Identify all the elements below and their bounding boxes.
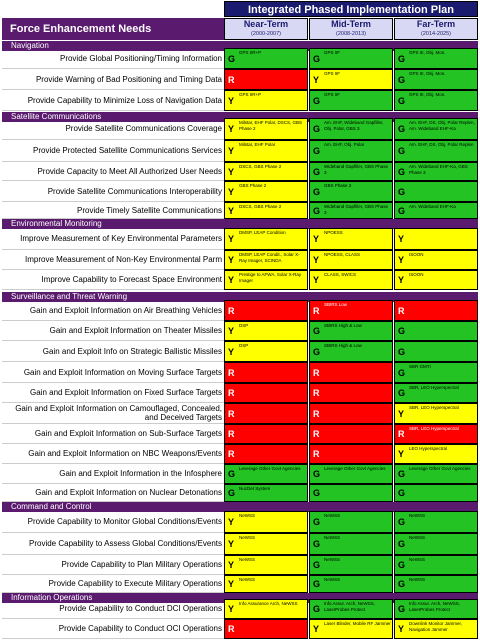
rating-letter: Y <box>228 186 235 197</box>
need-row <box>2 181 478 202</box>
rating-letter: Y <box>228 579 235 589</box>
mid-term-cell <box>309 140 393 162</box>
system-note: Laser Blinder, Mobile RF Jammer <box>324 621 391 626</box>
rating-letter: R <box>228 449 235 459</box>
far-term-cell <box>394 403 478 424</box>
system-note: Milstar, EHF Polar <box>239 142 276 147</box>
rating-letter: Y <box>313 255 320 265</box>
rating-letter: Y <box>228 146 235 156</box>
near-term-cell <box>224 270 308 290</box>
need-label: Provide Capability to Minimize Loss of Navigation Data <box>2 90 224 111</box>
system-note: NeWSS <box>239 535 256 540</box>
need-row <box>2 575 478 593</box>
rating-letter: G <box>398 517 406 527</box>
system-note: Am. Wideband EHF-Ka, GBS Phase 3 <box>409 164 468 175</box>
rating-letter: Y <box>228 560 235 570</box>
system-note: DMSP, LEAP Condition <box>239 230 286 235</box>
mid-term-cell <box>309 383 393 403</box>
system-note: SBR, LEO Hyperspectral <box>409 405 459 410</box>
rating-letter: G <box>228 469 236 479</box>
need-row <box>2 619 478 639</box>
system-note: NPOESS, CLASS <box>324 252 361 257</box>
rating-letter: G <box>398 146 406 156</box>
system-note: Downlink Monitor Jammer, Navigation Jammer <box>409 621 463 632</box>
rating-letter: G <box>398 326 406 336</box>
system-note: SBIRS High & Low <box>324 343 362 348</box>
rating-letter: Y <box>398 255 405 265</box>
need-label: Gain and Exploit Information on NBC Weapons/Events <box>2 444 224 464</box>
rating-letter: Y <box>228 326 235 336</box>
far-term-cell <box>394 619 478 639</box>
far-term-cell <box>394 599 478 619</box>
plan-banner: Integrated Phased Implementation Plan <box>224 1 478 17</box>
need-label: Provide Capability to Plan Military Operations <box>2 555 224 575</box>
rating-letter: G <box>398 560 406 570</box>
need-label: Provide Capability to Monitor Global Conditions/Events <box>2 511 224 533</box>
rating-letter: G <box>313 517 321 527</box>
rating-letter: G <box>313 579 321 589</box>
rating-letter: Y <box>228 124 235 134</box>
rating-letter: G <box>313 53 321 64</box>
system-note: Leverage Other Govt Agencies <box>324 466 386 471</box>
far-term-cell <box>394 575 478 593</box>
system-note: GPS IIR+P <box>239 92 262 97</box>
need-label: Improve Measurement of Non-Key Environmental Parm <box>2 250 224 270</box>
system-note: NeWSS <box>324 577 341 582</box>
need-row <box>2 484 478 502</box>
rating-letter: G <box>398 346 406 357</box>
system-note: NPOESS <box>324 230 343 235</box>
need-row <box>2 341 478 362</box>
rating-letter: G <box>398 604 406 614</box>
rating-letter: G <box>398 539 406 549</box>
rating-letter: G <box>228 53 236 64</box>
need-row <box>2 162 478 181</box>
need-row <box>2 599 478 619</box>
near-term-cell <box>224 484 308 502</box>
need-row <box>2 383 478 403</box>
system-note: LEO Hyperspectral <box>409 446 448 451</box>
need-row <box>2 533 478 555</box>
rating-letter: R <box>228 305 235 316</box>
rating-letter: G <box>398 367 406 378</box>
system-note: DSCS, GBS Phase 2 <box>239 204 282 209</box>
need-label: Gain and Exploit Information on Theater Missiles <box>2 321 224 341</box>
rating-letter: R <box>313 367 320 378</box>
far-term-cell <box>394 69 478 90</box>
rating-letter: R <box>228 388 235 398</box>
need-label: Gain and Exploit Info on Strategic Ballistic Missiles <box>2 341 224 362</box>
mid-term-cell <box>309 162 393 181</box>
mid-term-cell <box>309 533 393 555</box>
near-term-cell <box>224 181 308 202</box>
rating-letter: R <box>313 429 320 439</box>
far-term-cell <box>394 424 478 444</box>
rating-letter: Y <box>398 275 405 285</box>
system-note: NeWSS <box>409 535 426 540</box>
mid-term-cell <box>309 341 393 362</box>
rating-letter: G <box>313 604 321 614</box>
system-note: CLASS, SWICS <box>324 272 357 277</box>
rating-letter: G <box>398 388 406 398</box>
rating-letter: Y <box>228 95 235 106</box>
rating-letter: R <box>228 74 235 85</box>
need-row <box>2 90 478 111</box>
mid-term-cell <box>309 90 393 111</box>
rating-letter: G <box>398 469 406 479</box>
far-term-cell <box>394 444 478 464</box>
system-note: Wideband Gapfiller, GBS Phase 3 <box>324 204 389 215</box>
term-far-years: (2014-2025) <box>421 31 451 37</box>
need-label: Provide Capacity to Meet All Authorized User Needs <box>2 162 224 181</box>
term-far-header <box>394 18 478 40</box>
need-label: Provide Capability to Assess Global Conditions/Events <box>2 533 224 555</box>
mid-term-cell <box>309 118 393 140</box>
system-note: NucDet System <box>239 486 271 491</box>
near-term-cell <box>224 228 308 250</box>
need-label: Gain and Exploit Information on Camouflaged, Concealed, and Deceived Targets <box>2 403 224 424</box>
term-mid-label: Mid-Term <box>331 19 371 29</box>
system-note: DMSP, LEAP Condit., Solar X-Ray Imager, SCINDA <box>239 252 300 263</box>
rating-letter: G <box>398 579 406 589</box>
far-term-cell <box>394 162 478 181</box>
need-row <box>2 140 478 162</box>
system-note: SBR GMTI <box>409 364 431 369</box>
rating-letter: Y <box>228 604 235 614</box>
mid-term-cell <box>309 69 393 90</box>
rating-letter: Y <box>398 408 405 419</box>
rating-letter: R <box>228 408 235 419</box>
system-note: ISOON <box>409 272 424 277</box>
near-term-cell <box>224 48 308 69</box>
need-label: Provide Protected Satellite Communications Services <box>2 140 224 162</box>
mid-term-cell <box>309 555 393 575</box>
rating-letter: R <box>313 388 320 398</box>
system-note: Leverage Other Govt Agencies <box>409 466 471 471</box>
far-term-cell <box>394 118 478 140</box>
near-term-cell <box>224 321 308 341</box>
far-term-cell <box>394 202 478 219</box>
system-note: SBR, LEO Hyperspectral <box>409 385 459 390</box>
system-note: NeWSS <box>239 577 256 582</box>
system-note: GPS III, Obj. Mon. <box>409 50 446 55</box>
rating-letter: Y <box>228 346 235 357</box>
rating-letter: R <box>313 449 320 459</box>
rating-letter: G <box>398 95 406 106</box>
mid-term-cell <box>309 270 393 290</box>
rating-letter: Y <box>228 539 235 549</box>
need-label: Gain and Exploit Information on Moving Surface Targets <box>2 362 224 383</box>
rating-letter: G <box>313 166 321 177</box>
rating-letter: G <box>313 205 321 216</box>
need-label: Provide Capability to Conduct DCI Operations <box>2 599 224 619</box>
system-note: Am. EHF, DS, Obj. Polar Replen, Am. Wideband EHF-Ka <box>409 120 475 131</box>
need-label: Provide Satellite Communications Coverage <box>2 118 224 140</box>
need-row <box>2 228 478 250</box>
system-note: Milstar, EHF Polar, DSCS, GBS Phase 2 <box>239 120 303 131</box>
far-term-cell <box>394 362 478 383</box>
rating-letter: Y <box>313 624 320 634</box>
far-term-cell <box>394 300 478 321</box>
need-label: Provide Global Positioning/Timing Information <box>2 48 224 69</box>
need-label: Gain and Exploit Information on Sub-Surface Targets <box>2 424 224 444</box>
far-term-cell <box>394 533 478 555</box>
rating-letter: Y <box>398 449 405 459</box>
near-term-cell <box>224 300 308 321</box>
section-header: Satellite Communications <box>2 112 478 122</box>
rating-letter: G <box>398 186 406 197</box>
system-note: GPS IIF <box>324 71 341 76</box>
far-term-cell <box>394 181 478 202</box>
term-far-label: Far-Term <box>416 19 456 29</box>
mid-term-cell <box>309 48 393 69</box>
need-label: Gain and Exploit Information on Nuclear Detonations <box>2 484 224 502</box>
far-term-cell <box>394 464 478 484</box>
need-row <box>2 69 478 90</box>
need-row <box>2 270 478 290</box>
mid-term-cell <box>309 362 393 383</box>
mid-term-cell <box>309 619 393 639</box>
near-term-cell <box>224 383 308 403</box>
need-row <box>2 300 478 321</box>
rating-letter: R <box>313 305 320 316</box>
rating-letter: R <box>398 305 405 316</box>
rating-letter: G <box>313 186 321 197</box>
system-note: NeWSS <box>409 557 426 562</box>
near-term-cell <box>224 341 308 362</box>
far-term-cell <box>394 341 478 362</box>
need-row <box>2 424 478 444</box>
system-note: DSP <box>239 323 249 328</box>
far-term-cell <box>394 90 478 111</box>
far-term-cell <box>394 321 478 341</box>
section-header: Environmental Monitoring <box>2 219 478 229</box>
system-note: GPS IIF <box>324 50 341 55</box>
system-note: DSP <box>239 343 249 348</box>
need-row <box>2 48 478 69</box>
rating-letter: Y <box>228 275 235 285</box>
need-row <box>2 202 478 219</box>
rating-letter: G <box>313 539 321 549</box>
need-row <box>2 321 478 341</box>
mid-term-cell <box>309 464 393 484</box>
system-note: GPS IIF <box>324 92 341 97</box>
section-header: Surveillance and Threat Warning <box>2 292 478 302</box>
system-note: GPS III, Obj. Mon. <box>409 92 446 97</box>
rating-letter: Y <box>228 234 235 244</box>
system-note: SBIRS High & Low <box>324 323 362 328</box>
system-note: Info Assur. Arch, NeWSS, LaserProbes Protect <box>409 601 461 612</box>
system-note: Am. EHF, Obj. Polar <box>324 142 365 147</box>
rating-letter: R <box>228 624 235 634</box>
rating-letter: G <box>398 205 406 216</box>
near-term-cell <box>224 511 308 533</box>
need-row <box>2 118 478 140</box>
mid-term-cell <box>309 228 393 250</box>
mid-term-cell <box>309 511 393 533</box>
system-note: NeWSS <box>409 513 426 518</box>
needs-header: Force Enhancement Needs <box>2 18 224 40</box>
near-term-cell <box>224 403 308 424</box>
rating-letter: Y <box>313 74 320 85</box>
rating-letter: G <box>398 53 406 64</box>
rating-letter: G <box>313 346 321 357</box>
need-label: Gain and Exploit Information on Air Breathing Vehicles <box>2 300 224 321</box>
system-note: Info Assur. Arch, NeWSS, LaserProbes Protect <box>324 601 376 612</box>
term-near-label: Near-Term <box>243 19 289 29</box>
near-term-cell <box>224 464 308 484</box>
system-note: Prestige to AFWA, Solar X-Ray Imager <box>239 272 302 283</box>
system-note: Info Assurance Arch, NeWSS <box>239 601 298 606</box>
term-near-header <box>224 18 308 40</box>
near-term-cell <box>224 599 308 619</box>
mid-term-cell <box>309 599 393 619</box>
near-term-cell <box>224 444 308 464</box>
need-row <box>2 464 478 484</box>
rating-letter: Y <box>228 517 235 527</box>
rating-letter: G <box>313 469 321 479</box>
need-row <box>2 362 478 383</box>
mid-term-cell <box>309 321 393 341</box>
need-label: Improve Measurement of Key Environmental Parameters <box>2 228 224 250</box>
system-note: Leverage Other Govt Agencies <box>239 466 301 471</box>
near-term-cell <box>224 575 308 593</box>
need-label: Provide Timely Satellite Communications <box>2 202 224 219</box>
near-term-cell <box>224 202 308 219</box>
rating-letter: G <box>398 124 406 134</box>
need-label: Provide Warning of Bad Positioning and Timing Data <box>2 69 224 90</box>
system-note: NeWSS <box>239 557 256 562</box>
need-label: Provide Satellite Communications Interoperability <box>2 181 224 202</box>
system-note: SBR, LEO Hyperspectral <box>409 426 459 431</box>
near-term-cell <box>224 140 308 162</box>
mid-term-cell <box>309 181 393 202</box>
section-header: Information Operations <box>2 593 478 603</box>
term-near-years: (2000-2007) <box>251 31 281 37</box>
need-row <box>2 250 478 270</box>
rating-letter: Y <box>398 234 405 244</box>
rating-letter: G <box>313 488 321 498</box>
rating-letter: G <box>313 560 321 570</box>
near-term-cell <box>224 118 308 140</box>
rating-letter: G <box>398 166 406 177</box>
system-note: Am. Wideband EHF-Ka <box>409 204 456 209</box>
need-row <box>2 403 478 424</box>
near-term-cell <box>224 619 308 639</box>
system-note: NeWSS <box>409 577 426 582</box>
mid-term-cell <box>309 250 393 270</box>
far-term-cell <box>394 48 478 69</box>
system-note: GPS III, Obj. Mon. <box>409 71 446 76</box>
need-label: Provide Capability to Execute Military Operations <box>2 575 224 593</box>
mid-term-cell <box>309 424 393 444</box>
need-label: Gain and Exploit Information in the Infosphere <box>2 464 224 484</box>
system-note: NeWSS <box>324 535 341 540</box>
rating-letter: R <box>228 367 235 378</box>
rating-letter: G <box>313 95 321 106</box>
system-note: NeWSS <box>324 557 341 562</box>
rating-letter: R <box>398 429 405 439</box>
system-note: Am. EHF, Wideband Gapfiller, Obj. Polar, GBS 3 <box>324 120 384 131</box>
section-header: Command and Control <box>2 502 478 512</box>
system-note: GBS Phase 3 <box>324 183 352 188</box>
system-note: GBS Phase 2 <box>239 183 267 188</box>
near-term-cell <box>224 250 308 270</box>
near-term-cell <box>224 424 308 444</box>
mid-term-cell <box>309 300 393 321</box>
system-note: Am. EHF, DS, Obj. Polar Replen <box>409 142 474 147</box>
near-term-cell <box>224 362 308 383</box>
far-term-cell <box>394 270 478 290</box>
system-note: NeWSS <box>324 513 341 518</box>
need-label: Gain and Exploit Information on Fixed Surface Targets <box>2 383 224 403</box>
need-row <box>2 511 478 533</box>
far-term-cell <box>394 484 478 502</box>
far-term-cell <box>394 140 478 162</box>
section-header: Navigation <box>2 41 478 51</box>
mid-term-cell <box>309 403 393 424</box>
far-term-cell <box>394 555 478 575</box>
mid-term-cell <box>309 484 393 502</box>
rating-letter: G <box>313 124 321 134</box>
system-note: Wideband Gapfiller, GBS Phase 3 <box>324 164 389 175</box>
near-term-cell <box>224 162 308 181</box>
far-term-cell <box>394 383 478 403</box>
rating-letter: G <box>313 326 321 336</box>
rating-letter: G <box>398 74 406 85</box>
rating-letter: Y <box>313 234 320 244</box>
rating-letter: Y <box>228 205 235 216</box>
far-term-cell <box>394 250 478 270</box>
system-note: SBIRS Low <box>324 302 348 307</box>
rating-letter: Y <box>228 255 235 265</box>
near-term-cell <box>224 90 308 111</box>
far-term-cell <box>394 511 478 533</box>
system-note: NeWSS <box>239 513 256 518</box>
mid-term-cell <box>309 444 393 464</box>
rating-letter: G <box>313 146 321 156</box>
mid-term-cell <box>309 575 393 593</box>
rating-letter: Y <box>313 275 320 285</box>
near-term-cell <box>224 555 308 575</box>
mid-term-cell <box>309 202 393 219</box>
need-row <box>2 444 478 464</box>
rating-letter: G <box>398 488 406 498</box>
rating-letter: Y <box>228 166 235 177</box>
near-term-cell <box>224 533 308 555</box>
need-row <box>2 555 478 575</box>
rating-letter: R <box>313 408 320 419</box>
system-note: ISOON <box>409 252 424 257</box>
near-term-cell <box>224 69 308 90</box>
rating-letter: R <box>228 429 235 439</box>
rating-letter: Y <box>398 624 405 634</box>
term-mid-years: (2008-2013) <box>336 31 366 37</box>
need-label: Improve Capability to Forecast Space Environment <box>2 270 224 290</box>
far-term-cell <box>394 228 478 250</box>
system-note: DSCS, GBS Phase 2 <box>239 164 282 169</box>
rating-letter: G <box>228 488 236 498</box>
term-mid-header <box>309 18 393 40</box>
system-note: GPS IIR+P <box>239 50 262 55</box>
need-label: Provide Capability to Conduct OCI Operations <box>2 619 224 639</box>
